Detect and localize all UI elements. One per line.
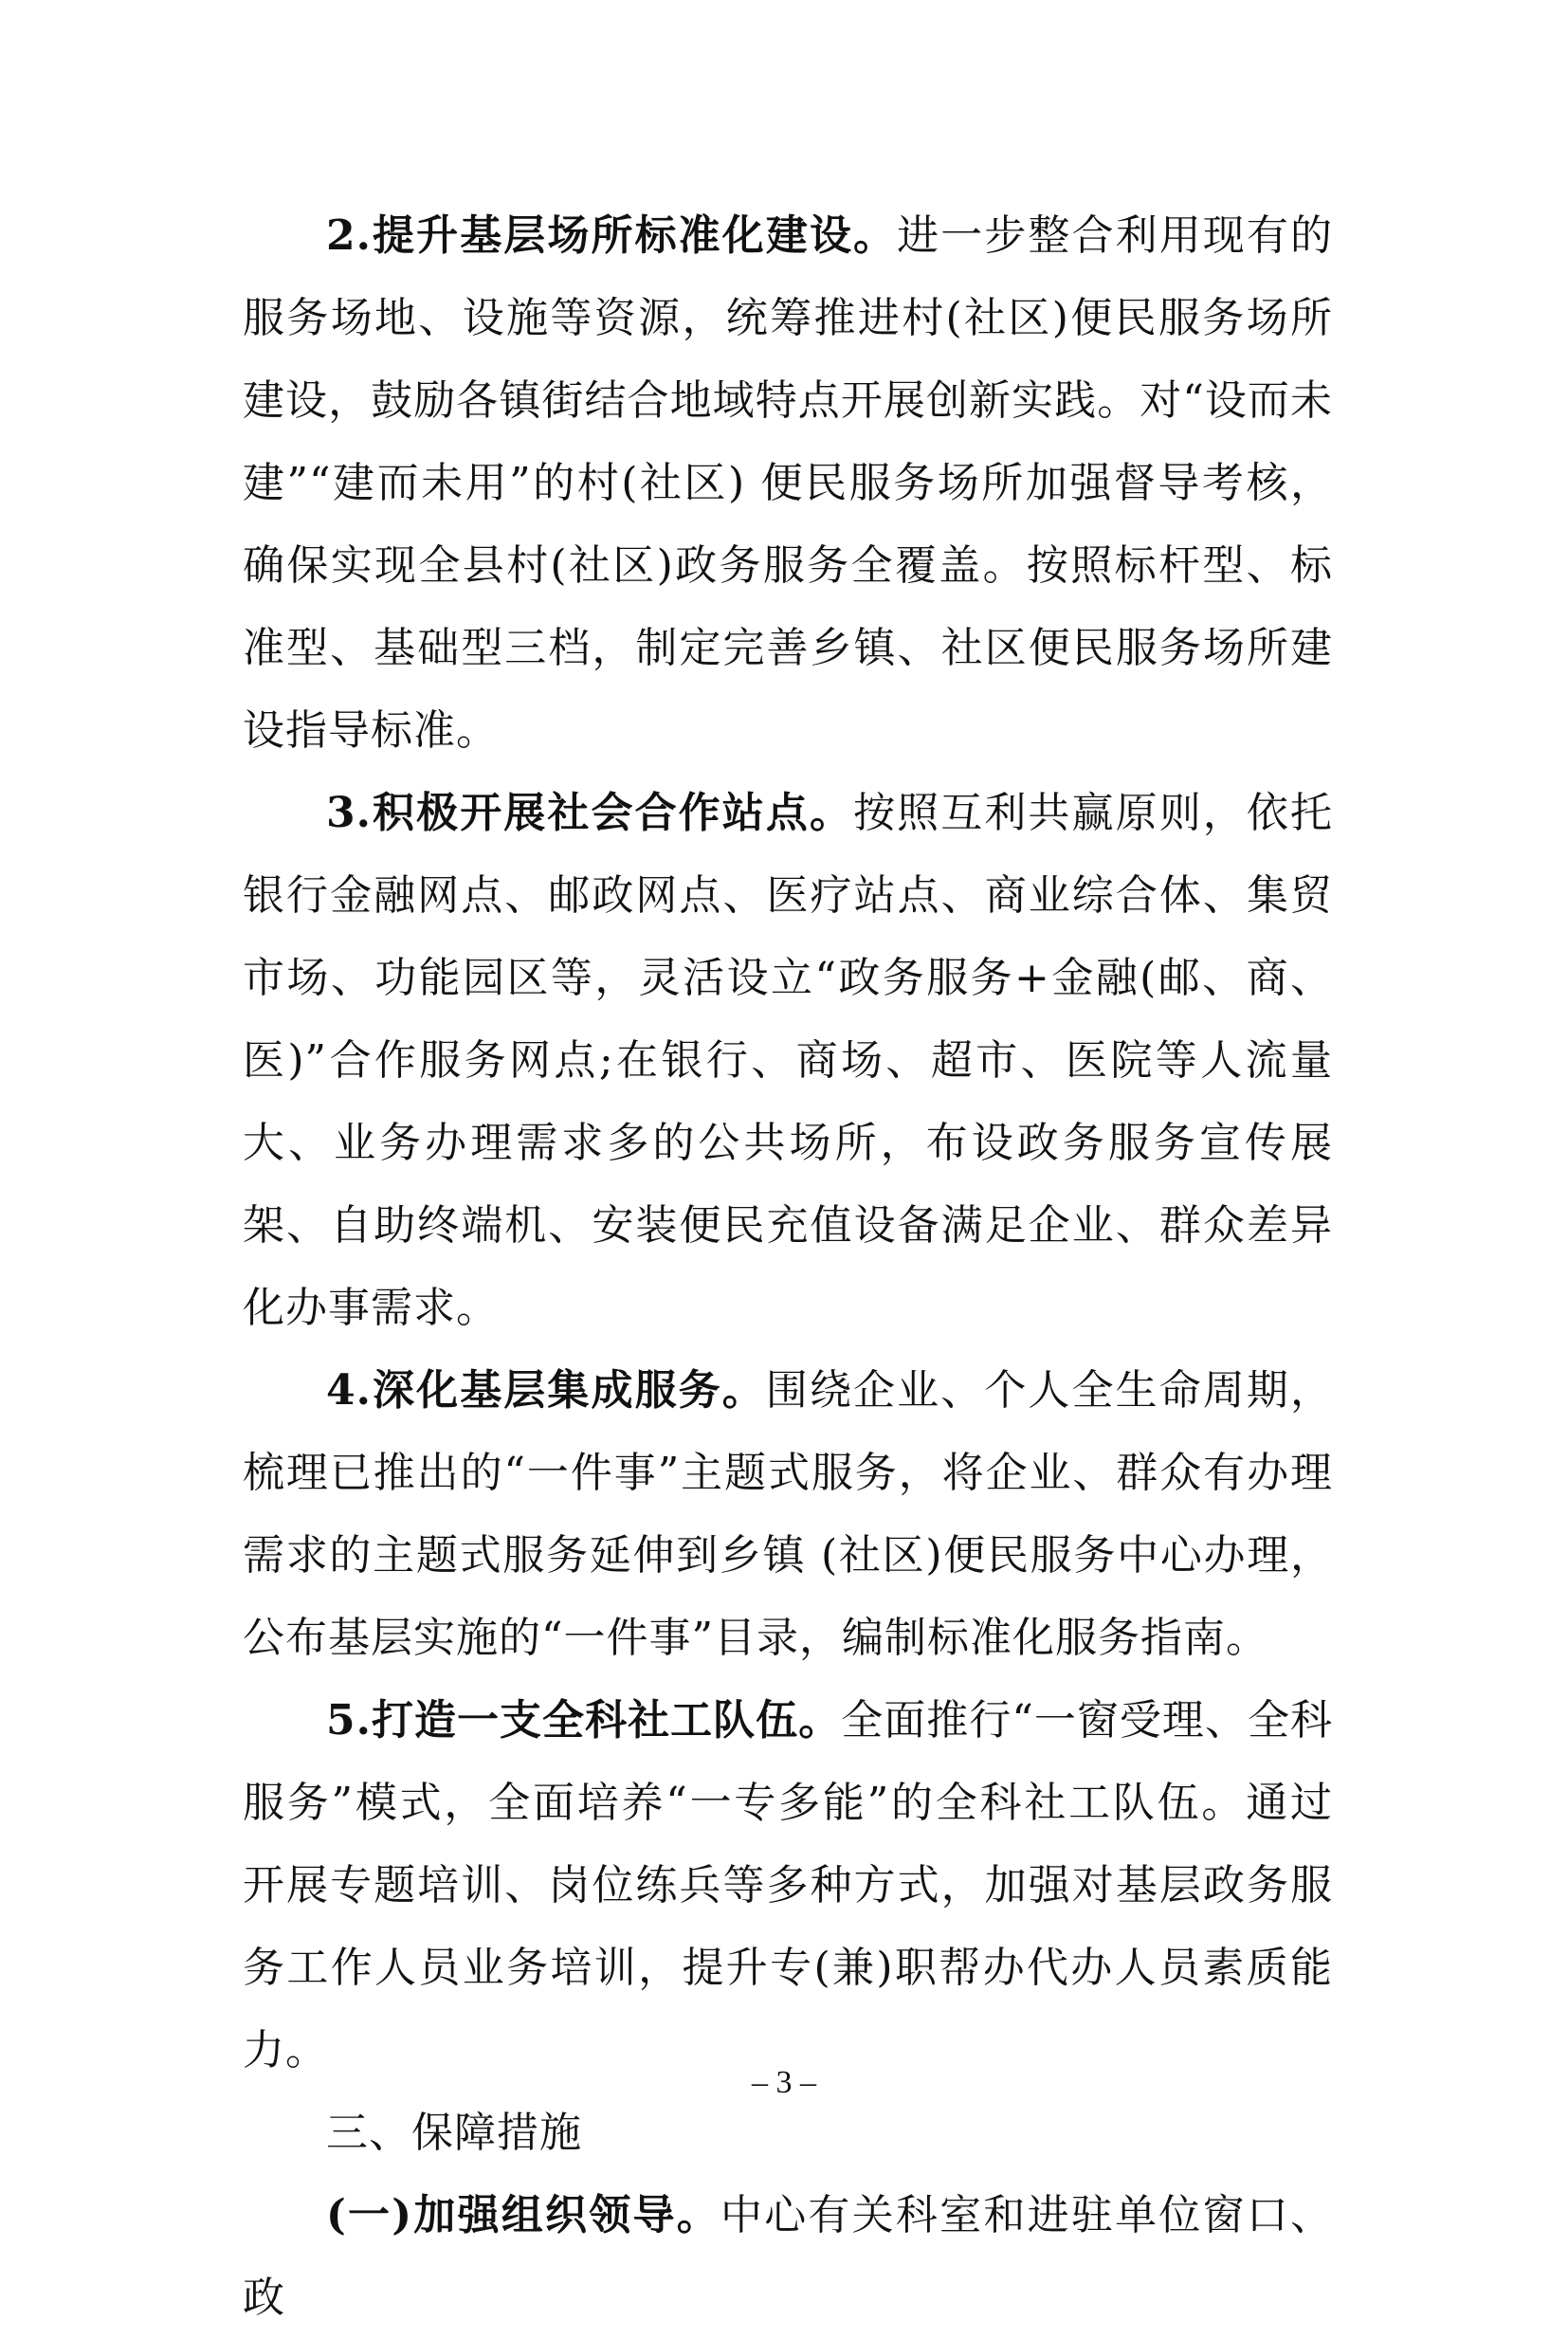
- paragraph-5: [243, 1679, 1333, 2092]
- paragraph-4: [243, 1349, 1333, 1679]
- paragraph-4-body: 围绕企业、个人全生命周期，梳理已推出的“一件事”主题式服务，将企业、群众有办理需求的主题式服务延伸到乡镇 (社区)便民服务中心办理，公布基层实施的“一件事”目录，编制标准化服务指南。: [243, 1366, 1333, 1662]
- document-body: [243, 194, 1333, 2339]
- page-number: – 3 –: [752, 2065, 816, 2100]
- paragraph-2-body: 进一步整合利用现有的服务场地、设施等资源，统筹推进村(社区)便民服务场所建设，鼓励各镇街结合地域特点开展创新实践。对“设而未建”“建而未用”的村(社区) 便民服务场所加强督导考核，确保实现全县村(社区)政务服务全覆盖。按照标杆型、标准型、基础型三档，制定完善乡镇、社区便民服务场所建设指导标准。: [243, 211, 1333, 755]
- paragraph-organization-body: 中心有关科室和进驻单位窗口、政: [243, 2191, 1333, 2322]
- paragraph-organization-lead: (一)加强组织领导。: [326, 2191, 720, 2239]
- paragraph-5-lead: 5.打造一支全科社工队伍。: [326, 1696, 842, 1745]
- section-heading: 三、保障措施: [326, 2109, 582, 2157]
- paragraph-3-body: 按照互利共赢原则，依托银行金融网点、邮政网点、医疗站点、商业综合体、集贸市场、功能园区等，灵活设立“政务服务+金融(邮、商、医)”合作服务网点;在银行、商场、超市、医院等人流量大、业务办理需求多的公共场所，布设政务服务宣传展架、自助终端机、安装便民充值设备满足企业、群众差异化办事需求。: [243, 789, 1333, 1332]
- paragraph-3: [243, 772, 1333, 1349]
- paragraph-4-lead: 4.深化基层集成服务。: [326, 1366, 766, 1415]
- paragraph-5-body: 全面推行“一窗受理、全科服务”模式，全面培养“一专多能”的全科社工队伍。通过开展专题培训、岗位练兵等多种方式，加强对基层政务服务工作人员业务培训，提升专(兼)职帮办代办人员素质能力。: [243, 1696, 1333, 2074]
- paragraph-2-lead: 2.提升基层场所标准化建设。: [326, 211, 898, 260]
- paragraph-2: [243, 194, 1333, 772]
- paragraph-organization: [243, 2174, 1333, 2339]
- paragraph-3-lead: 3.积极开展社会合作站点。: [326, 789, 854, 837]
